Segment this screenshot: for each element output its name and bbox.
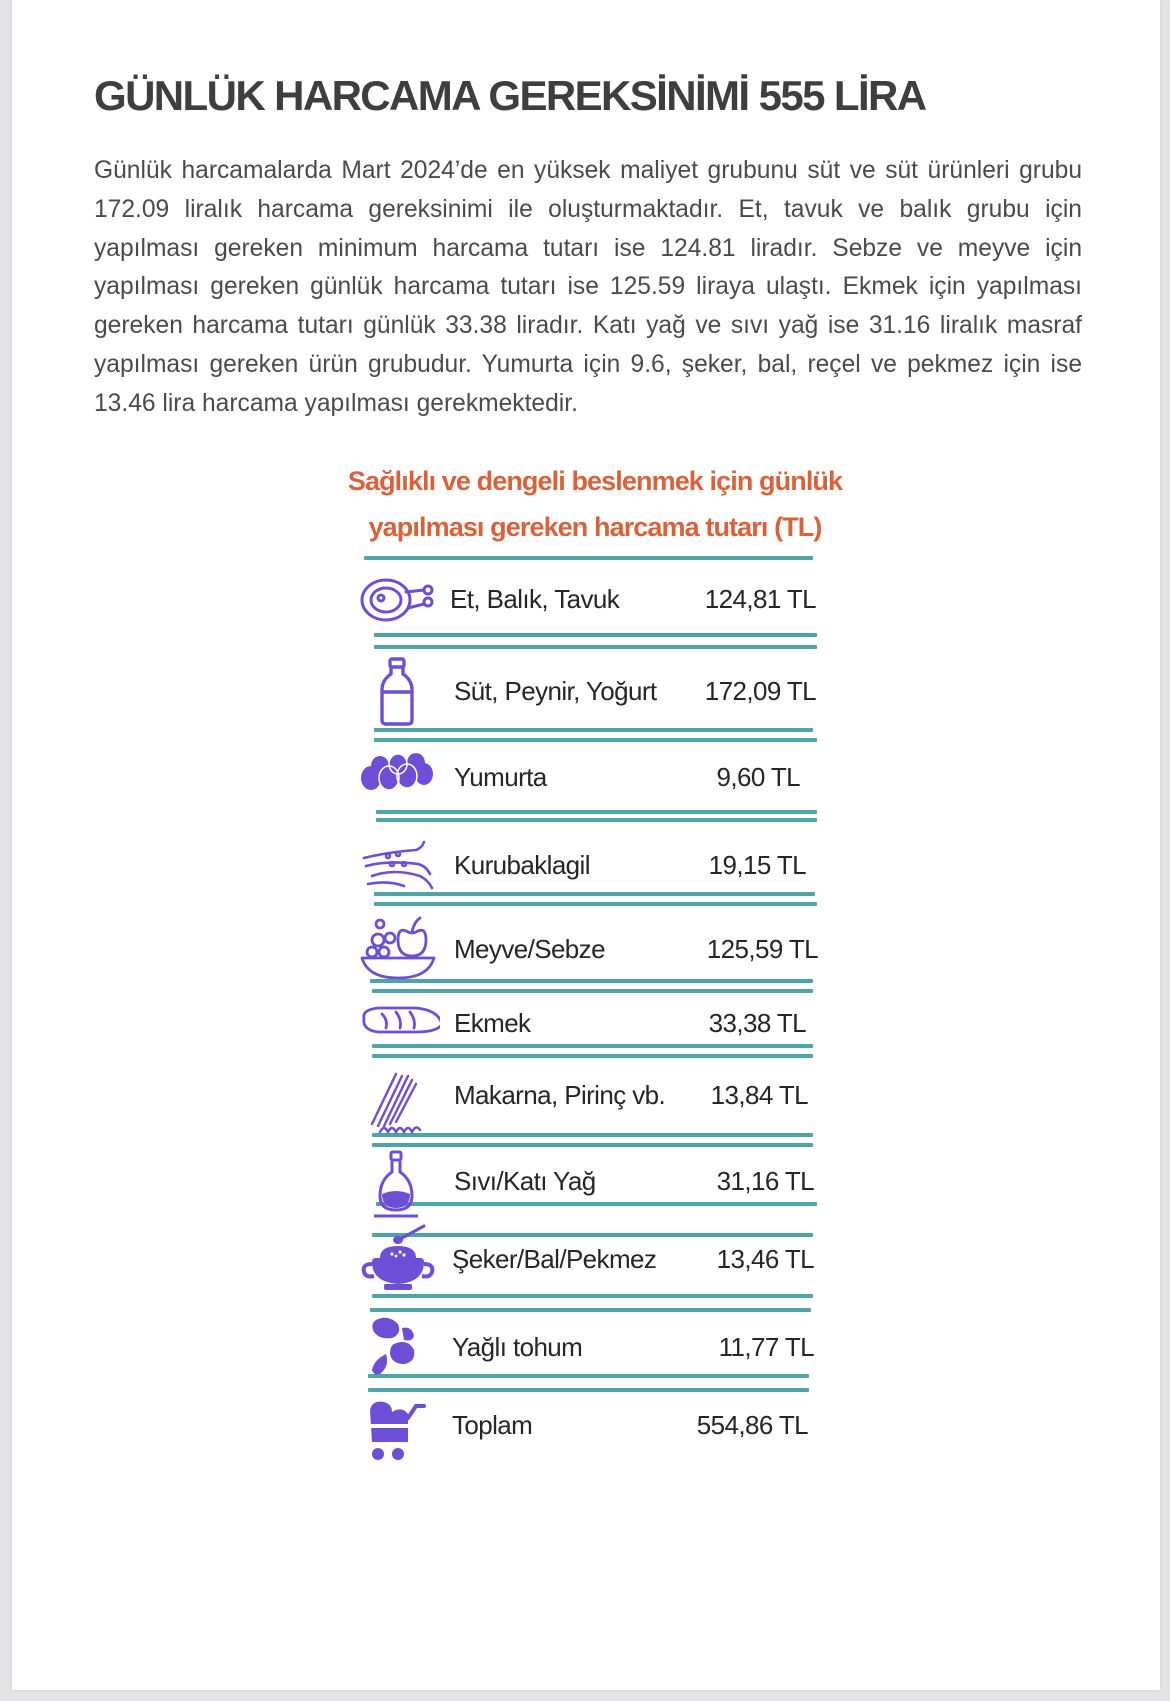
row-value: 33,38 TL [708,1008,806,1038]
divider [376,1202,817,1206]
row-value: 124,81 TL [704,584,816,614]
page-title: GÜNLÜK HARCAMA GEREKSİNİMİ 555 LİRA [94,72,926,119]
row-label: Kurubaklagil [454,850,590,880]
oil-bottle-icon [358,1150,440,1222]
infographic-title-line-1: Sağlıklı ve dengeli beslenmek için günlük [347,466,843,496]
row-label: Yumurta [454,762,547,792]
row-value: 13,84 TL [710,1080,808,1110]
row-label: Et, Balık, Tavuk [450,584,620,614]
bread-icon [358,988,440,1060]
meat-icon [358,564,440,636]
divider [376,818,817,822]
row-value: 125,59 TL [706,934,818,964]
divider [374,902,817,906]
pasta-icon [358,1064,440,1136]
divider [374,738,817,742]
row-value: 554,86 TL [696,1410,808,1440]
row-label: Makarna, Pirinç vb. [454,1080,666,1110]
beans-icon [358,830,440,902]
milk-bottle-icon [358,656,440,728]
row-value: 11,77 TL [718,1332,814,1362]
divider [374,892,815,896]
divider [364,556,813,560]
divider [372,1143,813,1147]
eggs-icon [358,744,440,816]
row-label: Toplam [452,1410,533,1440]
divider [374,645,817,649]
row-value: 9,60 TL [716,762,800,792]
body-paragraph: Günlük harcamalarda Mart 2024’de en yüksek maliyet grubunu süt ve süt ürünleri grubu 172.09 liralık harcama gereksinimi ile oluşturmaktadır. Et, tavuk ve balık grubu için yapılması gereken minimum harcama tutarı ise 124.81 liradır. Sebze ve meyve için yapılması gereken günlük harcama tutarı ise 125.59 liraya ulaştı. Ekmek için yapılması gereken harcama tutarı günlük 33.38 liradır. Katı yağ ve sıvı yağ ise 31.16 liralık masraf yapılması gereken ürün grubudur. Yumurta için 9.6, şeker, bal, reçel ve pekmez için ise 13.46 lira harcama yapılması gerekmektedir. [94,157,1082,417]
document-page [12,0,1160,1690]
infographic-title-line-2: yapılması gereken harcama tutarı (TL) [368,512,822,542]
divider [368,1388,809,1392]
divider [374,633,817,637]
divider [374,728,813,732]
row-value: 13,46 TL [716,1244,814,1274]
cart-icon [358,1394,440,1466]
row-label: Meyve/Sebze [454,934,605,964]
divider [376,810,817,814]
honey-pot-icon [358,1222,440,1294]
infographic-title [342,458,848,550]
row-label: Süt, Peynir, Yoğurt [454,676,657,706]
row-label: Yağlı tohum [452,1332,583,1362]
row-label: Sıvı/Katı Yağ [454,1166,596,1196]
divider [372,1294,813,1298]
nuts-icon [358,1310,440,1382]
row-label: Şeker/Bal/Pekmez [452,1244,657,1274]
row-value: 172,09 TL [704,676,816,706]
row-label: Ekmek [454,1008,531,1038]
row-value: 31,16 TL [716,1166,814,1196]
fruit-bowl-icon [358,910,440,982]
row-value: 19,15 TL [708,850,806,880]
